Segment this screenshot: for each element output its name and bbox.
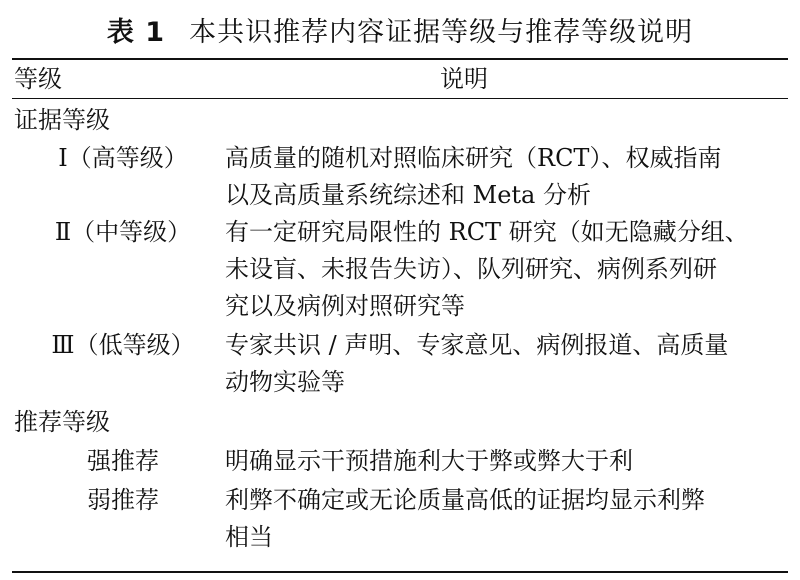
header-description: 说明 — [440, 65, 488, 93]
description-cell — [225, 482, 785, 556]
level-label: Ⅰ（高等级） — [58, 144, 188, 172]
description-line: 究以及病例对照研究等 — [225, 292, 465, 320]
bottom-rule — [12, 571, 788, 573]
table-title: 本共识推荐内容证据等级与推荐等级说明 — [189, 17, 694, 48]
description-cell — [225, 443, 785, 480]
group-label-evidence: 证据等级 — [14, 106, 110, 134]
description-cell — [225, 327, 785, 401]
description-line: 利弊不确定或无论质量高低的证据均显示利弊 — [225, 486, 705, 514]
description-cell — [225, 140, 785, 214]
level-label: Ⅱ（中等级） — [54, 218, 192, 246]
level-label: 弱推荐 — [87, 486, 159, 514]
level-label: Ⅲ（低等级） — [51, 331, 195, 359]
header-rule — [12, 98, 788, 99]
top-rule — [12, 58, 788, 60]
header-level: 等级 — [14, 65, 62, 93]
description-line: 未设盲、未报告失访）、队列研究、病例系列研 — [225, 255, 717, 283]
table-caption — [0, 10, 800, 49]
level-label: 强推荐 — [87, 447, 159, 475]
description-line: 有一定研究局限性的 RCT 研究（如无隐藏分组、 — [225, 218, 749, 246]
description-line: 相当 — [225, 523, 273, 551]
description-cell — [225, 214, 785, 325]
group-label-recommendation: 推荐等级 — [14, 408, 110, 436]
description-line: 高质量的随机对照临床研究（RCT）、权威指南 — [225, 144, 722, 172]
description-line: 专家共识 / 声明、专家意见、病例报道、高质量 — [225, 331, 729, 359]
description-line: 动物实验等 — [225, 368, 345, 396]
table-number: 表 1 — [106, 17, 166, 48]
description-line: 明确显示干预措施利大于弊或弊大于利 — [225, 447, 633, 475]
description-line: 以及高质量系统综述和 Meta 分析 — [225, 181, 591, 209]
